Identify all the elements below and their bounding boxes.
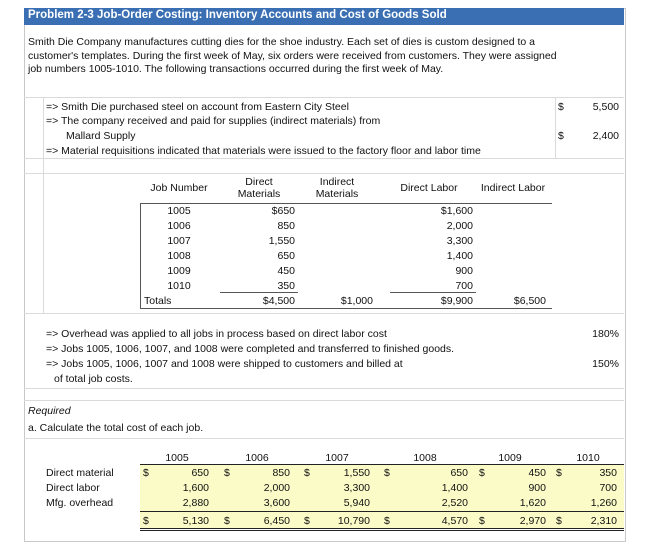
grid-line	[24, 400, 624, 401]
required-part-a: a. Calculate the total cost of each job.	[28, 422, 204, 434]
cost-table-header-rule	[140, 464, 624, 465]
total-cost-cell: 5,130	[182, 515, 209, 527]
direct-labor-cell: 3,300	[446, 235, 473, 247]
direct-material-cell: 650	[191, 467, 209, 479]
job-number-cell: 1005	[167, 205, 191, 217]
job-header: 1006	[245, 452, 269, 464]
overhead-cell: 5,940	[343, 497, 370, 509]
direct-labor-cell: 900	[455, 265, 473, 277]
grid-line	[43, 174, 44, 313]
totals-direct-labor: $9,900	[440, 295, 473, 307]
overhead-rate: 180%	[592, 328, 619, 340]
intro-line: job numbers 1005-1010. The following transactions occurred during the first week of May.	[28, 63, 444, 75]
problem-title-banner	[24, 8, 624, 25]
job-header: 1005	[165, 452, 189, 464]
transaction-supplies: => The company received and paid for supplies (indirect materials) from	[46, 115, 381, 127]
row-label-direct-labor: Direct labor	[46, 482, 100, 494]
job-number-cell: 1010	[167, 280, 191, 292]
header-direct-materials: Direct Materials	[237, 176, 281, 200]
job-header: 1010	[576, 452, 600, 464]
currency-symbol: $	[143, 467, 149, 479]
totals-indirect-materials: $1,000	[340, 295, 373, 307]
grid-line	[24, 97, 624, 98]
direct-material-cell: 650	[450, 467, 468, 479]
currency-symbol: $	[479, 515, 485, 527]
direct-labor-cell: 1,600	[182, 482, 209, 494]
job-number-cell: 1009	[167, 265, 191, 277]
direct-material-cell: 350	[599, 467, 617, 479]
grid-line	[24, 438, 624, 439]
overhead-cell: 2,520	[441, 497, 468, 509]
direct-labor-cell: 700	[599, 482, 617, 494]
job-header: 1009	[498, 452, 522, 464]
direct-labor-cell: 700	[455, 280, 473, 292]
header-underline	[140, 203, 552, 204]
total-rule	[140, 511, 624, 512]
currency-symbol: $	[304, 515, 310, 527]
direct-labor-cell: $1,600	[440, 205, 473, 217]
total-cost-cell: 10,790	[337, 515, 370, 527]
total-cost-cell: 6,450	[263, 515, 290, 527]
grid-line	[24, 313, 624, 314]
direct-material-cell: 1,550	[343, 467, 370, 479]
jobs-shipped: => Jobs 1005, 1006, 1007 and 1008 were shipped to customers and billed at	[46, 358, 403, 370]
direct-labor-cell: 1,400	[446, 250, 473, 262]
currency-symbol: $	[224, 515, 230, 527]
totals-direct-materials: $4,500	[262, 295, 295, 307]
grid-line	[24, 158, 624, 159]
total-double-rule	[140, 530, 624, 531]
currency-symbol: $	[384, 467, 390, 479]
currency-symbol: $	[224, 467, 230, 479]
jobs-shipped-cont: of total job costs.	[54, 373, 133, 385]
currency-symbol: $	[304, 467, 310, 479]
overhead-applied: => Overhead was applied to all jobs in process based on direct labor cost	[46, 328, 387, 340]
direct-labor-cell: 2,000	[446, 220, 473, 232]
row-label-mfg-overhead: Mfg. overhead	[46, 497, 114, 509]
supplies-vendor: Mallard Supply	[66, 130, 136, 142]
currency-symbol: $	[384, 515, 390, 527]
direct-labor-cell: 3,300	[343, 482, 370, 494]
overhead-cell: 3,600	[263, 497, 290, 509]
direct-labor-cell: 2,000	[263, 482, 290, 494]
steel-amount: 5,500	[592, 101, 619, 113]
direct-materials-cell: $650	[271, 205, 295, 217]
header-indirect-labor: Indirect Labor	[480, 182, 546, 194]
total-cost-cell: 2,310	[590, 515, 617, 527]
grid-line	[24, 388, 624, 389]
job-number-cell: 1006	[167, 220, 191, 232]
currency-symbol: $	[143, 515, 149, 527]
direct-material-cell: 850	[272, 467, 290, 479]
currency-symbol: $	[479, 467, 485, 479]
overhead-cell: 2,880	[182, 497, 209, 509]
grid-line	[24, 173, 624, 174]
overhead-cell: 1,260	[590, 497, 617, 509]
total-cost-cell: 4,570	[441, 515, 468, 527]
direct-materials-cell: 350	[277, 280, 295, 292]
transaction-requisitions: => Material requisitions indicated that materials were issued to the factory floor and labor time	[46, 145, 481, 157]
totals-rule	[390, 292, 476, 293]
header-job-number: Job Number	[150, 182, 208, 194]
intro-line: Smith Die Company manufactures cutting dies for the shoe industry. Each set of dies is custom designed to a	[28, 36, 535, 48]
total-cost-cell: 2,970	[519, 515, 546, 527]
required-heading: Required	[28, 405, 71, 417]
job-number-cell: 1008	[167, 250, 191, 262]
intro-line: customer's templates. During the first week of May, six orders were received from customers. They were assigned	[28, 49, 557, 62]
markup-rate: 150%	[592, 358, 619, 370]
answer-area	[140, 464, 624, 528]
table-bottom-border	[140, 308, 552, 309]
steel-currency: $	[558, 101, 564, 113]
totals-indirect-labor: $6,500	[513, 295, 546, 307]
job-header: 1008	[413, 452, 437, 464]
supplies-currency: $	[558, 130, 564, 142]
header-indirect-materials: Indirect Materials	[315, 176, 359, 200]
transaction-steel: => Smith Die purchased steel on account from Eastern City Steel	[46, 101, 349, 113]
problem-intro	[28, 36, 618, 77]
totals-rule	[220, 292, 298, 293]
totals-label: Totals	[144, 295, 172, 307]
direct-materials-cell: 450	[277, 265, 295, 277]
header-direct-labor: Direct Labor	[400, 182, 458, 194]
job-number-cell: 1007	[167, 235, 191, 247]
currency-symbol: $	[556, 515, 562, 527]
job-header: 1007	[325, 452, 349, 464]
total-double-rule	[140, 528, 624, 529]
direct-materials-cell: 850	[277, 220, 295, 232]
problem-title: Problem 2-3 Job-Order Costing: Inventory Accounts and Cost of Goods Sold	[28, 9, 447, 21]
direct-labor-cell: 1,400	[441, 482, 468, 494]
overhead-cell: 1,620	[519, 497, 546, 509]
grid-line	[555, 97, 556, 159]
jobs-completed: => Jobs 1005, 1006, 1007, and 1008 were completed and transferred to finished goods.	[46, 343, 455, 355]
direct-material-cell: 450	[528, 467, 546, 479]
row-label-direct-material: Direct material	[46, 467, 114, 479]
supplies-amount: 2,400	[592, 130, 619, 142]
direct-materials-cell: 1,550	[268, 235, 295, 247]
currency-symbol: $	[556, 467, 562, 479]
direct-materials-cell: 650	[277, 250, 295, 262]
direct-labor-cell: 900	[528, 482, 546, 494]
